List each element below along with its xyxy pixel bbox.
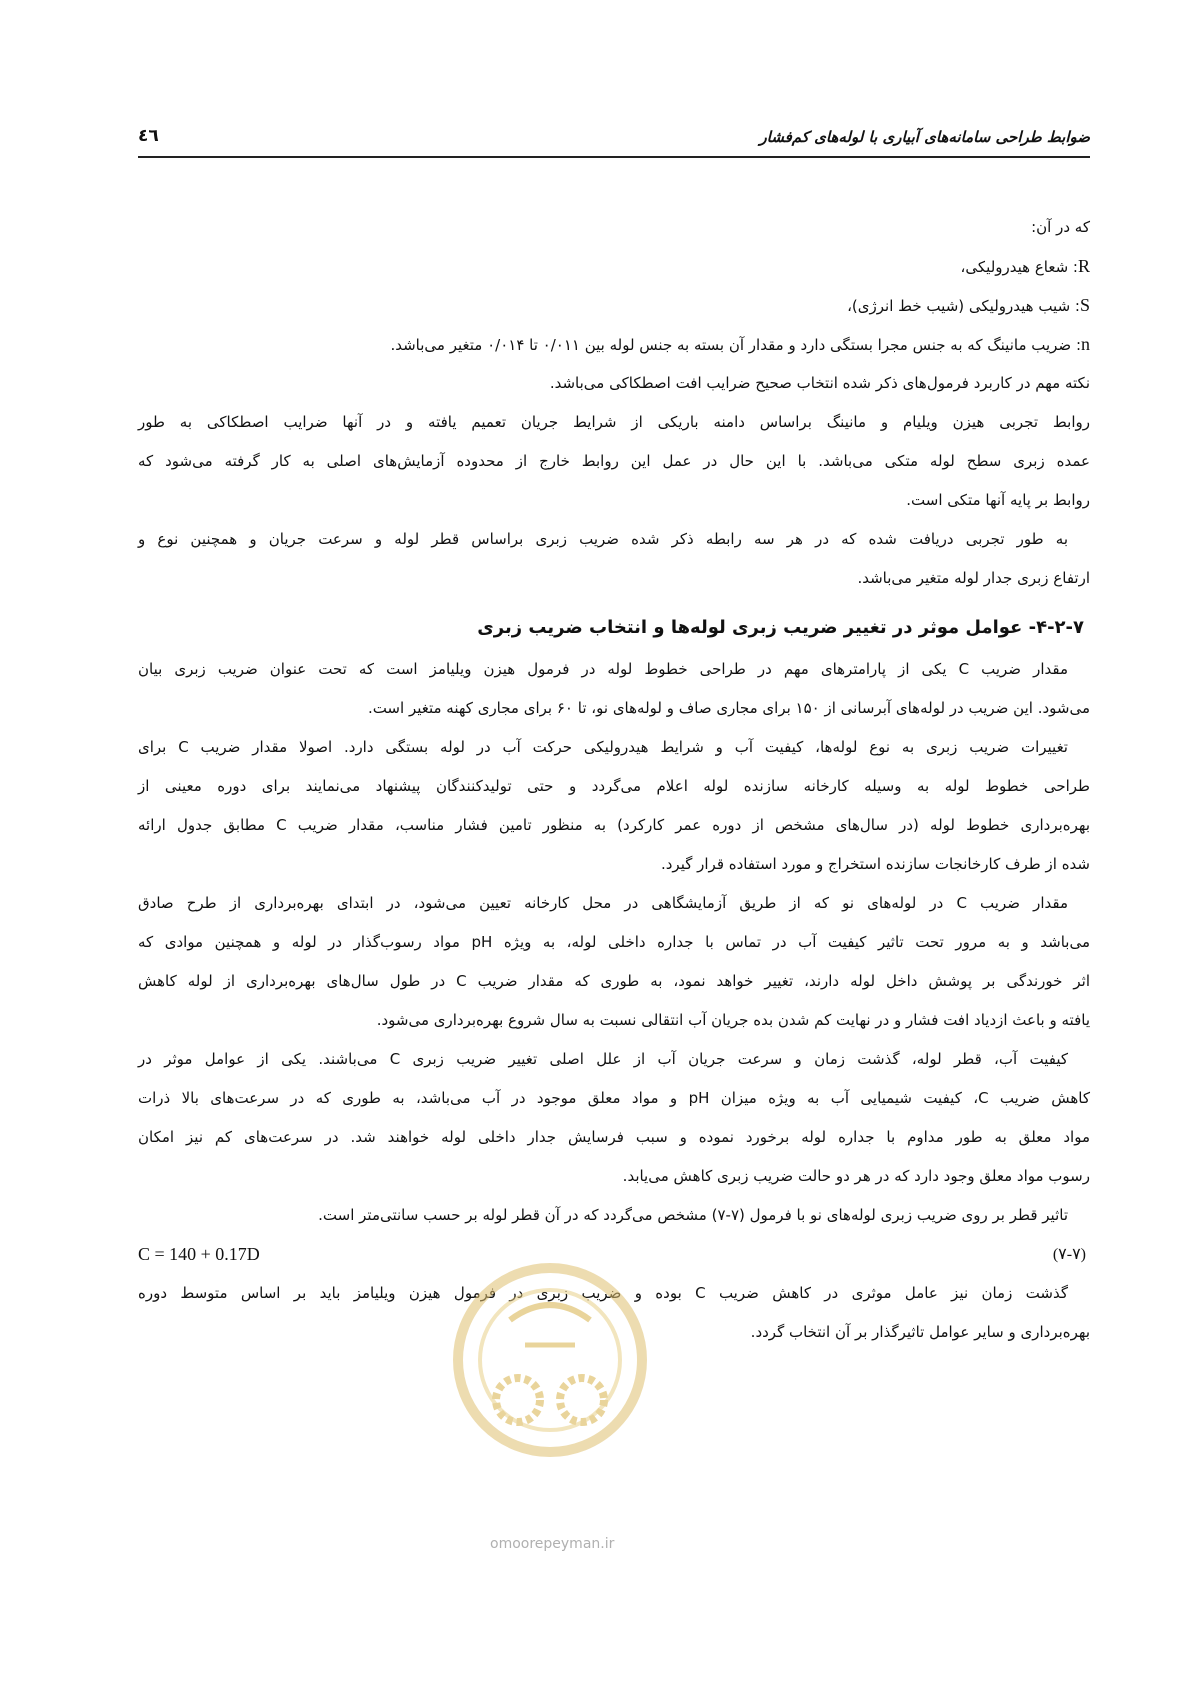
page-header — [138, 128, 1090, 158]
page-number: ٤٦ — [138, 126, 159, 146]
definitions-intro: که در آن: — [1031, 218, 1090, 236]
equation-number: (۷-۷) — [1052, 1246, 1086, 1263]
definition-s — [138, 292, 1090, 331]
symbol-n: n — [1081, 334, 1090, 354]
paragraph-line: می‌باشد و به مرور تحت تاثیر کیفیت آب در تماس با جداره داخلی لوله، به ویژه pH مواد رسوب‌گذار در لوله و همچنین موادی که — [138, 933, 1090, 951]
paragraph-line: روابط تجربی هیزن ویلیام و مانینگ براساس دامنه باریکی از شرایط جریان تعمیم یافته و در آنها ضرایب اصطکاکی به طور — [138, 413, 1090, 431]
paragraph-line: کاهش ضریب C، کیفیت شیمیایی آب به ویژه میزان pH و مواد معلق موجود در آب می‌باشد، به طوری که در سرعت‌های بالا ذرات — [138, 1089, 1090, 1107]
paragraph-line: به طور تجربی دریافت شده که در هر سه رابطه ذکر شده ضریب زبری براساس قطر لوله و سرعت جریان و همچنین نوع و — [138, 530, 1068, 548]
paragraph-line: شده از طرف کارخانجات سازنده استخراج و مورد استفاده قرار گیرد. — [660, 855, 1090, 873]
paragraph-line: روابط بر پایه آنها متکی است. — [906, 491, 1090, 509]
page-body — [138, 214, 1090, 1358]
symbol-r: R — [1077, 256, 1090, 276]
definition-s-text: : شیب هیدرولیکی (شیب خط انرژی)، — [847, 297, 1080, 315]
section-heading: ۴-۲-۷- عوامل موثر در تغییر ضریب زبری لوله‌ها و انتخاب ضریب زبری — [477, 617, 1084, 638]
note-paragraph: نکته مهم در کاربرد فرمول‌های ذکر شده انتخاب صحیح ضرایب افت اصطکاکی می‌باشد. — [549, 374, 1090, 392]
watermark-logo — [440, 1250, 660, 1470]
paragraph-line: رسوب مواد معلق وجود دارد که در هر دو حالت ضریب زبری کاهش می‌یابد. — [622, 1167, 1090, 1185]
paragraph-line: مقدار ضریب C در لوله‌های نو که از طریق آزمایشگاهی در محل کارخانه تعیین می‌شود، در ابتدای بهره‌برداری از طرح صادق — [138, 894, 1068, 912]
definition-r-text: : شعاع هیدرولیکی، — [960, 258, 1078, 276]
definition-n — [138, 331, 1090, 370]
watermark-text: omoorepeyman.ir — [490, 1536, 615, 1552]
paragraph-line: مقدار ضریب C یکی از پارامترهای مهم در طراحی خطوط لوله در فرمول هیزن ویلیامز است که تحت عنوان ضریب زبری بیان — [138, 660, 1068, 678]
paragraph-line: مواد معلق به طور مداوم با جداره لوله برخورد نموده و سبب فرسایش جدار داخلی لوله خواهند شد. در سرعت‌های کم نیز امکان — [138, 1128, 1090, 1146]
paragraph-line: بهره‌برداری و سایر عوامل تاثیرگذار بر آن انتخاب گردد. — [750, 1323, 1090, 1341]
paragraph-line: عمده زبری سطح لوله متکی می‌باشد. با این حال در عمل این روابط خارج از محدوده آزمایش‌های اصلی به کار گرفته می‌شود که — [138, 452, 1090, 470]
equation-expression: C = 140 + 0.17D — [138, 1244, 260, 1264]
paragraph-line: می‌شود. این ضریب در لوله‌های آبرسانی از ۱۵۰ برای مجاری صاف و لوله‌های نو، تا ۶۰ برای مجاری کهنه متغیر است. — [367, 699, 1090, 717]
paragraph-line: تغییرات ضریب زبری به نوع لوله‌ها، کیفیت آب و شرایط هیدرولیکی حرکت آب در لوله بستگی دارد. اصولا مقدار ضریب C برای — [138, 738, 1068, 756]
paragraph-line: یافته و باعث ازدیاد افت فشار و در نهایت کم شدن بده جریان آب انتقالی نسبت به سال شروع بهره‌برداری می‌شود. — [376, 1011, 1090, 1029]
paragraph-line: گذشت زمان نیز عامل موثری در کاهش ضریب C بوده و ضریب زبری در فرمول هیزن ویلیامز باید بر اساس متوسط دوره — [138, 1284, 1068, 1302]
paragraph-line: طراحی خطوط لوله به وسیله کارخانه سازنده لوله اعلام می‌گردد و حتی تولیدکنندگان پیشنهاد می‌نمایند برای دوره معینی از — [138, 777, 1090, 795]
paragraph-line: کیفیت آب، قطر لوله، گذشت زمان و سرعت جریان آب از علل اصلی تغییر ضریب زبری C می‌باشند. یکی از عوامل موثر در — [138, 1050, 1069, 1068]
definition-r — [138, 253, 1090, 292]
paragraph-line: اثر خورندگی بر پوشش داخل لوله دارند، تغییر خواهد نمود، به طوری که مقدار ضریب C در طول سال‌های بهره‌برداری از لوله کاهش — [138, 972, 1090, 990]
symbol-s: S — [1079, 295, 1090, 315]
paragraph-line: تاثیر قطر بر روی ضریب زبری لوله‌های نو با فرمول (۷-۷) مشخص می‌گردد که در آن قطر لوله بر حسب سانتی‌متر است. — [318, 1206, 1068, 1224]
header-title: ضوابط طراحی سامانه‌های آبیاری با لوله‌های کم‌فشار — [759, 128, 1090, 146]
definition-n-text: : ضریب مانینگ که به جنس مجرا بستگی دارد و مقدار آن بسته به جنس لوله بین ۰/۰۱۱ تا ۰/۰۱۴ متغیر می‌باشد. — [390, 336, 1081, 354]
paragraph-line: ارتفاع زبری جدار لوله متغیر می‌باشد. — [857, 569, 1090, 587]
paragraph-line: بهره‌برداری خطوط لوله (در سال‌های مشخص از دوره عمر کارکرد) به منظور تامین فشار مناسب، مقدار ضریب C مطابق جدول ارائه — [138, 816, 1090, 834]
